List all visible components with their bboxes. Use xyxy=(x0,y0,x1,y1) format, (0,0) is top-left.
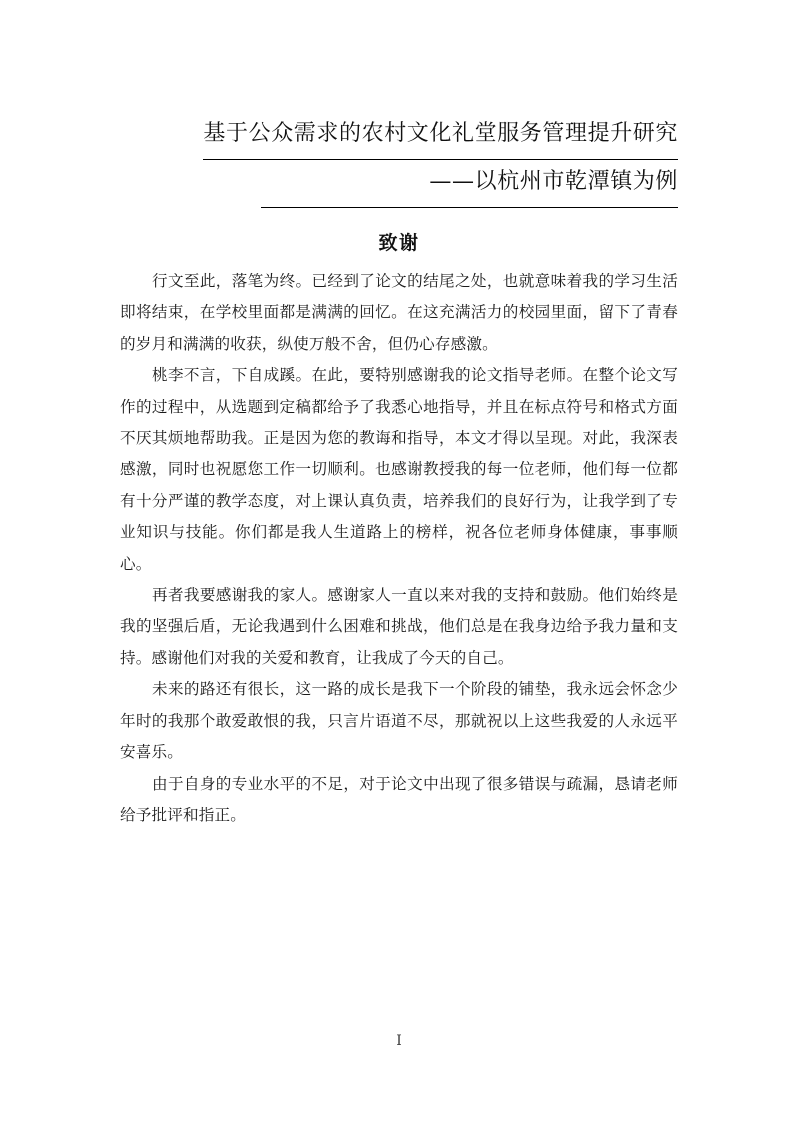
page-footer xyxy=(120,1030,678,1049)
title-line-2 xyxy=(120,160,678,208)
page-number: I xyxy=(396,1033,402,1049)
paragraph: 再者我要感谢我的家人。感谢家人一直以来对我的支持和鼓励。他们始终是我的坚强后盾，无论我遇到什么困难和挑战，他们总是在我身边给予我力量和支持。感谢他们对我的关爱和教育，让我成了今天的自己。 xyxy=(120,586,678,667)
paragraph: 由于自身的专业水平的不足，对于论文中出现了很多错误与疏漏，恳请老师给予批评和指正。 xyxy=(120,774,678,824)
title-line-1 xyxy=(120,112,678,160)
document-body xyxy=(120,266,678,831)
title-line-2-text: ——以杭州市乾潭镇为例 xyxy=(261,160,678,208)
paragraph: 桃李不言，下自成蹊。在此，要特别感谢我的论文指导老师。在整个论文写作的过程中，从选题到定稿都给予了我悉心地指导，并且在标点符号和格式方面不厌其烦地帮助我。正是因为您的教诲和指导，本文才得以呈现。对此，我深表感激，同时也祝愿您工作一切顺利。也感谢教授我的每一位老师，他们每一位都有十分严谨的教学态度，对上课认真负责，培养我们的良好行为，让我学到了专业知识与技能。你们都是我人生道路上的榜样，祝各位老师身体健康，事事顺心。 xyxy=(120,366,678,573)
paragraph: 未来的路还有很长，这一路的成长是我下一个阶段的铺垫，我永远会怀念少年时的我那个敢爱敢恨的我，只言片语道不尽，那就祝以上这些我爱的人永远平安喜乐。 xyxy=(120,680,678,762)
document-title xyxy=(120,112,678,208)
title-line-1-text: 基于公众需求的农村文化礼堂服务管理提升研究 xyxy=(203,112,678,160)
section-heading: 致谢 xyxy=(378,232,420,254)
paragraph: 行文至此，落笔为终。已经到了论文的结尾之处，也就意味着我的学习生活即将结束，在学校里面都是满满的回忆。在这充满活力的校园里面，留下了青春的岁月和满满的收获，纵使万般不舍，但仍心存感激。 xyxy=(120,272,678,353)
